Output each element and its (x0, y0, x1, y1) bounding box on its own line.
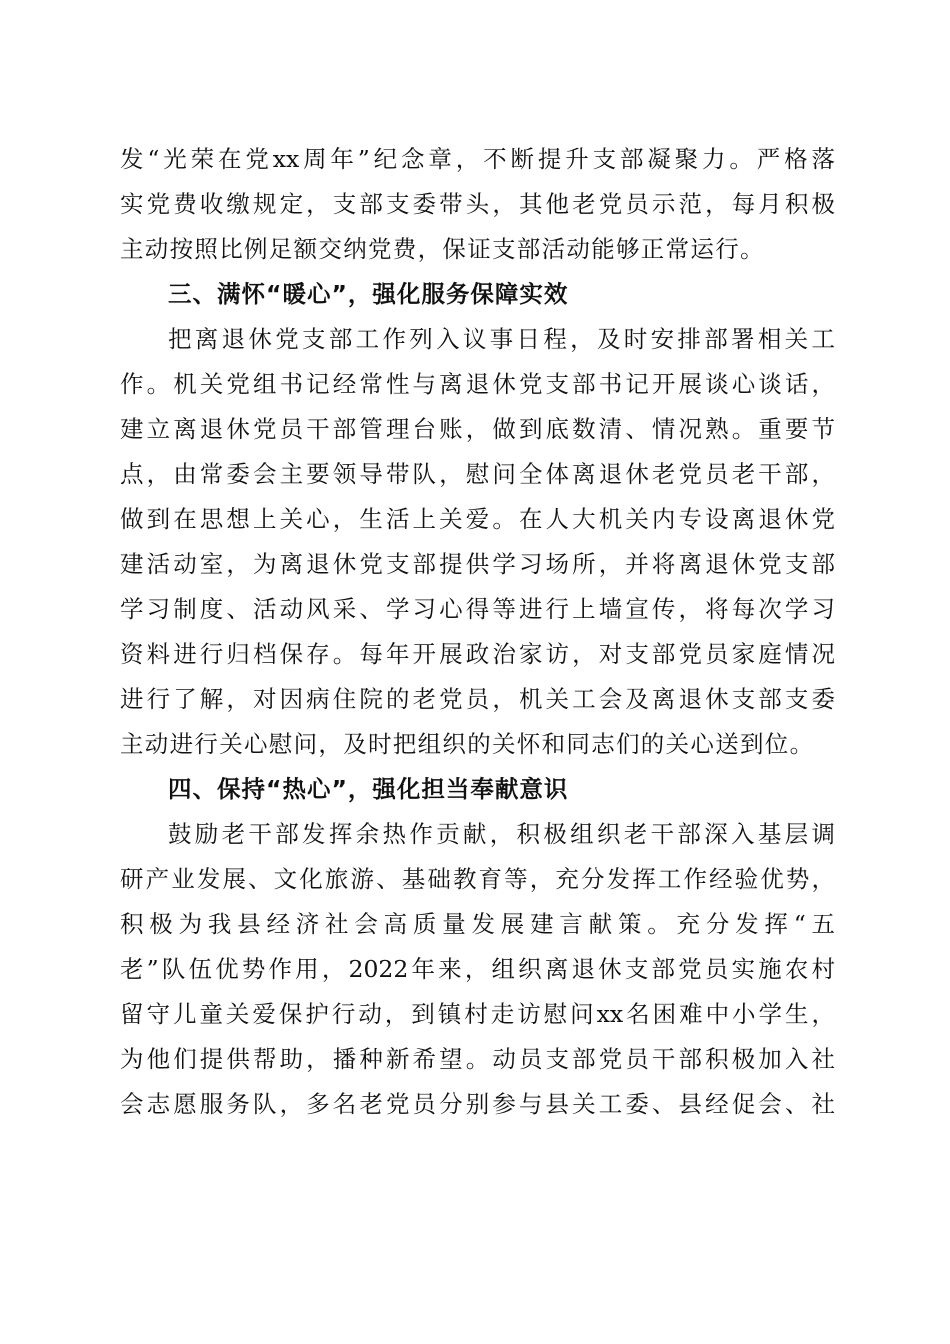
paragraph-line: 主动按照比例足额交纳党费，保证支部活动能够正常运行。 (120, 235, 765, 263)
paragraph-line: 研产业发展、文化旅游、基础教育等，充分发挥工作经验优势， (120, 865, 835, 893)
document-body (120, 137, 835, 1127)
paragraph-line: 老”队伍优势作用，2022年来，组织离退休支部党员实施农村 (120, 955, 835, 983)
paragraph-line: 主动进行关心慰问，及时把组织的关怀和同志们的关心送到位。 (120, 730, 815, 758)
paragraph-line: 学习制度、活动风采、学习心得等进行上墙宣传，将每次学习 (120, 595, 835, 623)
paragraph-line: 把离退休党支部工作列入议事日程，及时安排部署相关工 (168, 325, 835, 353)
paragraph-line: 留守儿童关爱保护行动，到镇村走访慰问xx名困难中小学生， (120, 1000, 835, 1028)
paragraph-line: 点，由常委会主要领导带队，慰问全体离退休老党员老干部， (120, 460, 835, 488)
paragraph-line: 建立离退休党员干部管理台账，做到底数清、情况熟。重要节 (120, 415, 835, 443)
paragraph-line: 做到在思想上关心，生活上关爱。在人大机关内专设离退休党 (120, 505, 835, 533)
paragraph-line: 发“光荣在党xx周年”纪念章，不断提升支部凝聚力。严格落 (120, 145, 835, 173)
paragraph-line: 进行了解，对因病住院的老党员，机关工会及离退休支部支委 (120, 685, 835, 713)
paragraph-line: 建活动室，为离退休党支部提供学习场所，并将离退休党支部 (120, 550, 835, 578)
section-heading-3: 三、满怀“暖心”，强化服务保障实效 (168, 280, 569, 308)
paragraph-line: 为他们提供帮助，播种新希望。动员支部党员干部积极加入社 (120, 1045, 835, 1073)
paragraph-line: 资料进行归档保存。每年开展政治家访，对支部党员家庭情况 (120, 640, 835, 668)
paragraph-line: 鼓励老干部发挥余热作贡献，积极组织老干部深入基层调 (168, 820, 835, 848)
paragraph-line: 作。机关党组书记经常性与离退休党支部书记开展谈心谈话， (120, 370, 835, 398)
paragraph-line: 会志愿服务队，多名老党员分别参与县关工委、县经促会、社 (120, 1090, 835, 1118)
paragraph-line: 积极为我县经济社会高质量发展建言献策。充分发挥“五 (120, 910, 835, 938)
section-heading-4: 四、保持“热心”，强化担当奉献意识 (168, 775, 569, 803)
paragraph-line: 实党费收缴规定，支部支委带头，其他老党员示范，每月积极 (120, 190, 835, 218)
